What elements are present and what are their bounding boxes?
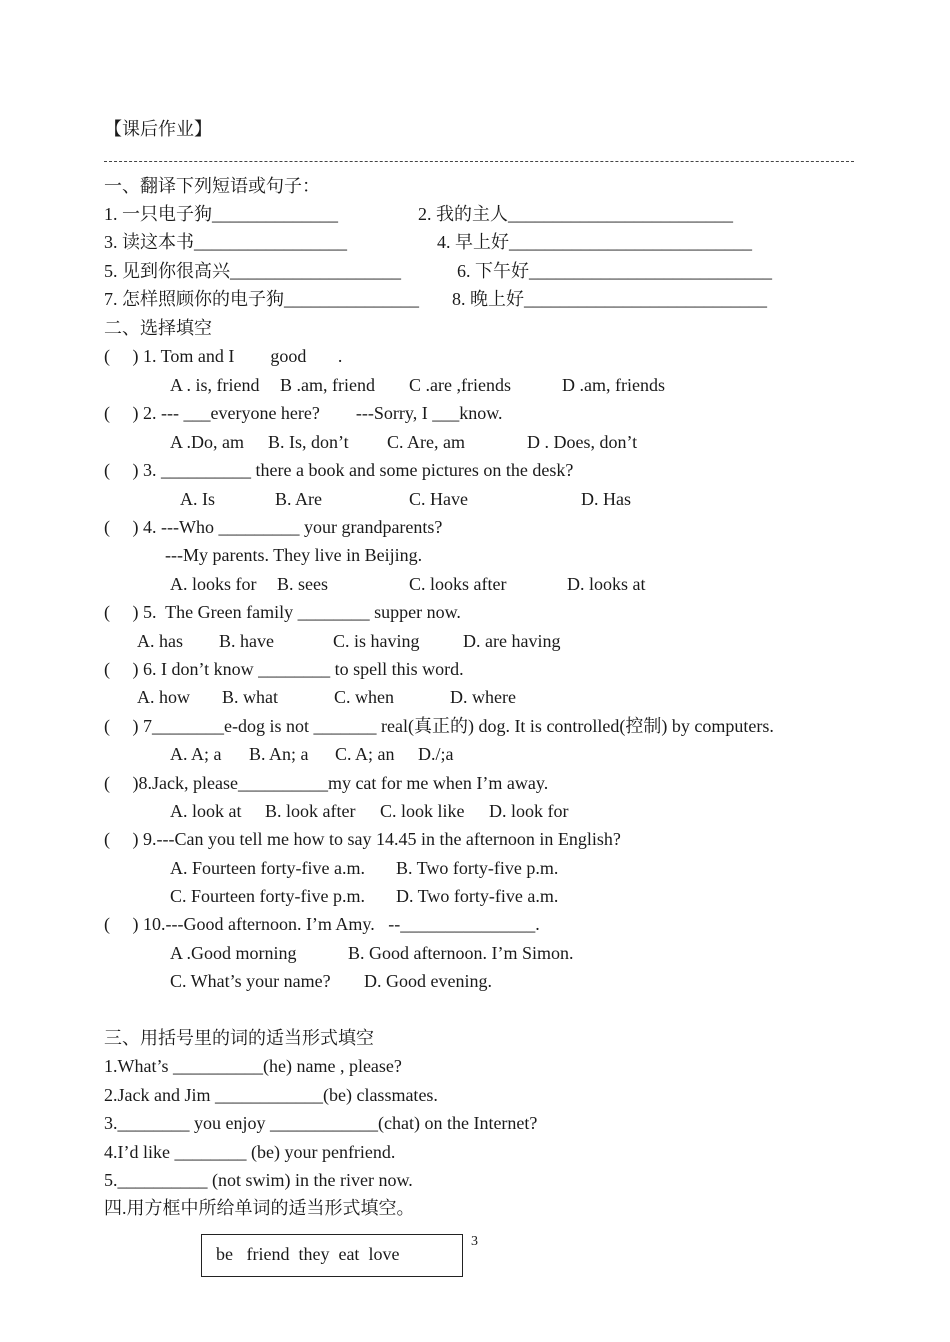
q7-option-b: B. An; a	[249, 744, 309, 764]
q4-reply: ---My parents. They live in Beijing.	[165, 545, 423, 565]
q3-option-b: B. Are	[275, 489, 322, 509]
q9-option-d: D. Two forty-five a.m.	[396, 886, 559, 906]
q6-option-c: C. when	[334, 687, 394, 707]
fill-item-2: 2.Jack and Jim ____________(be) classmates.	[104, 1085, 438, 1105]
fill-item-5: 5.__________ (not swim) in the river now.	[104, 1170, 413, 1190]
q5-option-b: B. have	[219, 631, 274, 651]
q8-option-a: A. look at	[170, 801, 242, 821]
fill-item-3: 3.________ you enjoy ____________(chat) on the Internet?	[104, 1113, 538, 1133]
q4-option-a: A. looks for	[170, 574, 257, 594]
word-box	[201, 1234, 463, 1277]
q4-option-c: C. looks after	[409, 574, 507, 594]
translate-item-7: 7. 怎样照顾你的电子狗_______________	[104, 289, 419, 309]
q3-option-a: A. Is	[180, 489, 215, 509]
q6-option-a: A. how	[137, 687, 190, 707]
q7-option-d: D./;a	[418, 744, 454, 764]
q10-option-a: A .Good morning	[170, 943, 297, 963]
q10-stem: ( ) 10.---Good afternoon. I’m Amy. --_______________.	[104, 914, 540, 934]
q8-option-d: D. look for	[489, 801, 569, 821]
q9-option-b: B. Two forty-five p.m.	[396, 858, 559, 878]
page-number: 3	[471, 1234, 478, 1249]
q2-option-a: A .Do, am	[170, 432, 244, 452]
homework-header: 【课后作业】	[104, 119, 212, 139]
translate-item-5: 5. 见到你很高兴___________________	[104, 261, 401, 281]
section2-title: 二、选择填空	[104, 318, 212, 338]
q1-option-b: B .am, friend	[280, 375, 375, 395]
section4-title: 四.用方框中所给单词的适当形式填空。	[104, 1198, 415, 1218]
translate-item-8: 8. 晚上好___________________________	[452, 289, 767, 309]
q4-option-b: B. sees	[277, 574, 328, 594]
q1-option-a: A . is, friend	[170, 375, 260, 395]
translate-item-3: 3. 读这本书_________________	[104, 232, 347, 252]
q9-option-c: C. Fourteen forty-five p.m.	[170, 886, 365, 906]
q10-option-b: B. Good afternoon. I’m Simon.	[348, 943, 574, 963]
q8-option-c: C. look like	[380, 801, 465, 821]
fill-item-4: 4.I’d like ________ (be) your penfriend.	[104, 1142, 396, 1162]
q8-option-b: B. look after	[265, 801, 356, 821]
section1-title: 一、翻译下列短语或句子：	[104, 176, 320, 196]
q6-stem: ( ) 6. I don’t know ________ to spell this word.	[104, 659, 464, 679]
q9-option-a: A. Fourteen forty-five a.m.	[170, 858, 365, 878]
q3-option-c: C. Have	[409, 489, 468, 509]
q2-option-d: D . Does, don’t	[527, 432, 638, 452]
q10-option-c: C. What’s your name?	[170, 971, 331, 991]
q3-option-d: D. Has	[581, 489, 631, 509]
q7-option-c: C. A; an	[335, 744, 395, 764]
q8-stem: ( )8.Jack, please__________my cat for me when I’m away.	[104, 773, 549, 793]
q4-option-d: D. looks at	[567, 574, 646, 594]
section3-title: 三、用括号里的词的适当形式填空	[104, 1028, 374, 1048]
q3-stem: ( ) 3. __________ there a book and some pictures on the desk?	[104, 460, 574, 480]
q1-stem: ( ) 1. Tom and I good .	[104, 346, 343, 366]
q1-option-c: C .are ,friends	[409, 375, 511, 395]
word-box-words: be friend they eat love	[216, 1244, 400, 1264]
q2-option-c: C. Are, am	[387, 432, 465, 452]
q6-option-b: B. what	[222, 687, 278, 707]
q9-stem: ( ) 9.---Can you tell me how to say 14.45 in the afternoon in English?	[104, 829, 621, 849]
q2-option-b: B. Is, don’t	[268, 432, 349, 452]
q2-stem: ( ) 2. --- ___everyone here? ---Sorry, I ___know.	[104, 403, 503, 423]
fill-item-1: 1.What’s __________(he) name , please?	[104, 1056, 402, 1076]
q5-stem: ( ) 5. The Green family ________ supper now.	[104, 602, 461, 622]
q5-option-a: A. has	[137, 631, 183, 651]
translate-item-6: 6. 下午好___________________________	[457, 261, 772, 281]
dashed-divider	[104, 161, 854, 162]
q10-option-d: D. Good evening.	[364, 971, 492, 991]
translate-item-2: 2. 我的主人_________________________	[418, 204, 733, 224]
q6-option-d: D. where	[450, 687, 516, 707]
q7-stem: ( ) 7________e-dog is not _______ real(真正的) dog. It is controlled(控制) by computers.	[104, 716, 774, 736]
q5-option-c: C. is having	[333, 631, 420, 651]
translate-item-1: 1. 一只电子狗______________	[104, 204, 338, 224]
q4-stem: ( ) 4. ---Who _________ your grandparents?	[104, 517, 443, 537]
q5-option-d: D. are having	[463, 631, 561, 651]
q1-option-d: D .am, friends	[562, 375, 665, 395]
translate-item-4: 4. 早上好___________________________	[437, 232, 752, 252]
q7-option-a: A. A; a	[170, 744, 222, 764]
